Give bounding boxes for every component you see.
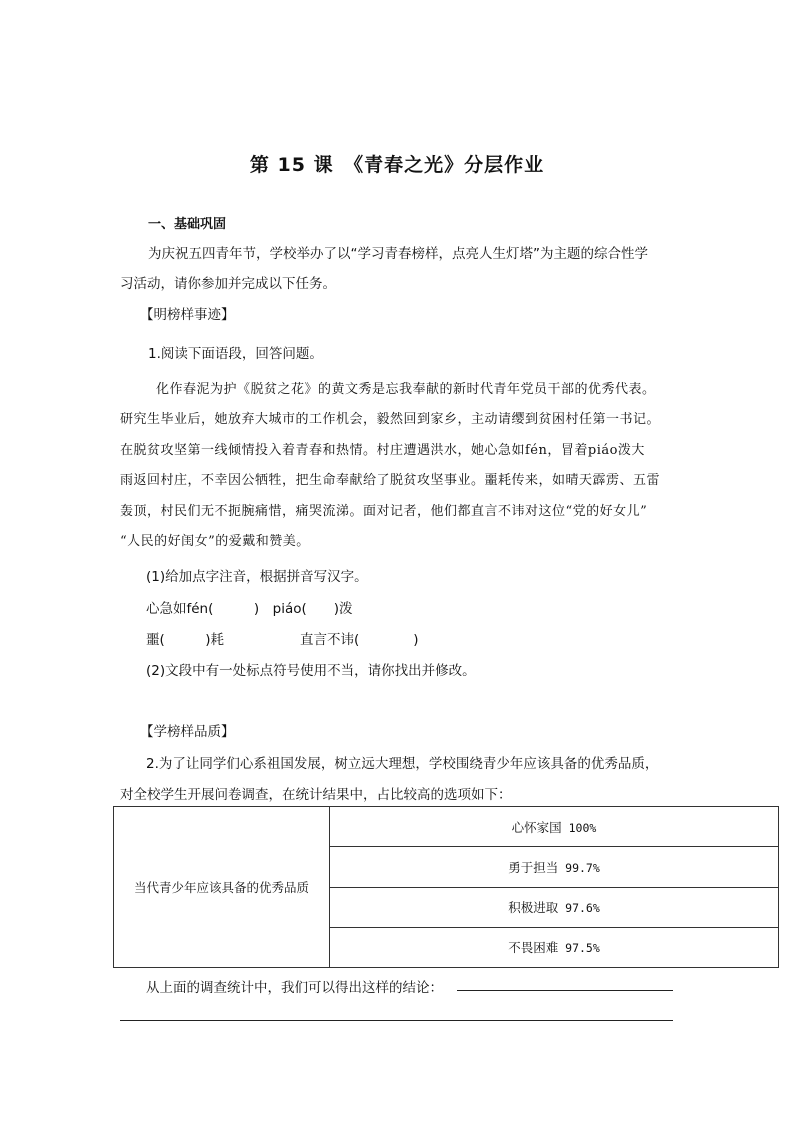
passage-line: 雨返回村庄，不幸因公牺牲，把生命奉献给了脱贫攻坚事业。噩耗传来，如晴天霹雳、五雷 <box>120 473 661 488</box>
passage-line: “人民的好闺女”的爱戴和赞美。 <box>120 534 310 549</box>
conclusion-prompt: 从上面的调查统计中，我们可以得出这样的结论： <box>146 980 443 996</box>
fill-blank-row2a: 噩( )耗 <box>146 632 225 648</box>
survey-row: 勇于担当 99.7% <box>330 847 779 887</box>
survey-percent: 97.6% <box>558 901 600 916</box>
answer-line[interactable] <box>120 1020 673 1021</box>
subsection-label-deeds: 【明榜样事迹】 <box>140 307 235 323</box>
fill-blank-row2b: 直言不讳( ) <box>300 632 419 648</box>
intro-text-line1: 为庆祝五四青年节，学校举办了以“学习青春榜样，点亮人生灯塔”为主题的综合性学 <box>148 246 648 262</box>
survey-percent: 99.7% <box>558 860 600 875</box>
survey-row: 积极进取 97.6% <box>330 887 779 927</box>
passage-line: 轰顶，村民们无不扼腕痛惜，痛哭流涕。面对记者，他们都直言不讳对这位“党的好女儿” <box>120 504 648 519</box>
intro-text-line2: 习活动，请你参加并完成以下任务。 <box>120 276 336 292</box>
question-2-line2: 对全校学生开展问卷调查，在统计结果中，占比较高的选项如下： <box>120 787 512 803</box>
survey-row: 不畏困难 97.5% <box>330 927 779 967</box>
sub-question-2: (2)文段中有一处标点符号使用不当，请你找出并修改。 <box>146 663 476 679</box>
survey-percent: 100% <box>561 820 597 835</box>
section-heading-basics: 一、基础巩固 <box>148 217 227 232</box>
fill-blank-row1: 心急如fén( ) piáo( )泼 <box>146 601 353 617</box>
subsection-label-qualities: 【学榜样品质】 <box>140 724 235 740</box>
page-title: 第 15 课 《青春之光》分层作业 <box>249 154 545 176</box>
question-1: 1.阅读下面语段，回答问题。 <box>148 346 323 362</box>
survey-percent: 97.5% <box>558 941 600 956</box>
question-2-line1: 2.为了让同学们心系祖国发展，树立远大理想，学校围绕青少年应该具备的优秀品质， <box>146 756 659 772</box>
survey-category-label: 当代青少年应该具备的优秀品质 <box>114 807 330 968</box>
survey-row: 心怀家国 100% <box>330 807 779 847</box>
passage-line: 研究生毕业后，她放弃大城市的工作机会，毅然回到家乡，主动请缨到贫困村任第一书记。 <box>120 412 661 427</box>
passage-line: 在脱贫攻坚第一线倾情投入着青春和热情。村庄遭遇洪水，她心急如fén，冒着piáo泼大 <box>120 443 645 458</box>
survey-table <box>113 806 779 968</box>
passage-line: 化作春泥为护《脱贫之花》的黄文秀是忘我奉献的新时代青年党员干部的优秀代表。 <box>156 382 656 397</box>
sub-question-1: (1)给加点字注音，根据拼音写汉字。 <box>146 569 368 585</box>
answer-line[interactable] <box>457 990 673 991</box>
